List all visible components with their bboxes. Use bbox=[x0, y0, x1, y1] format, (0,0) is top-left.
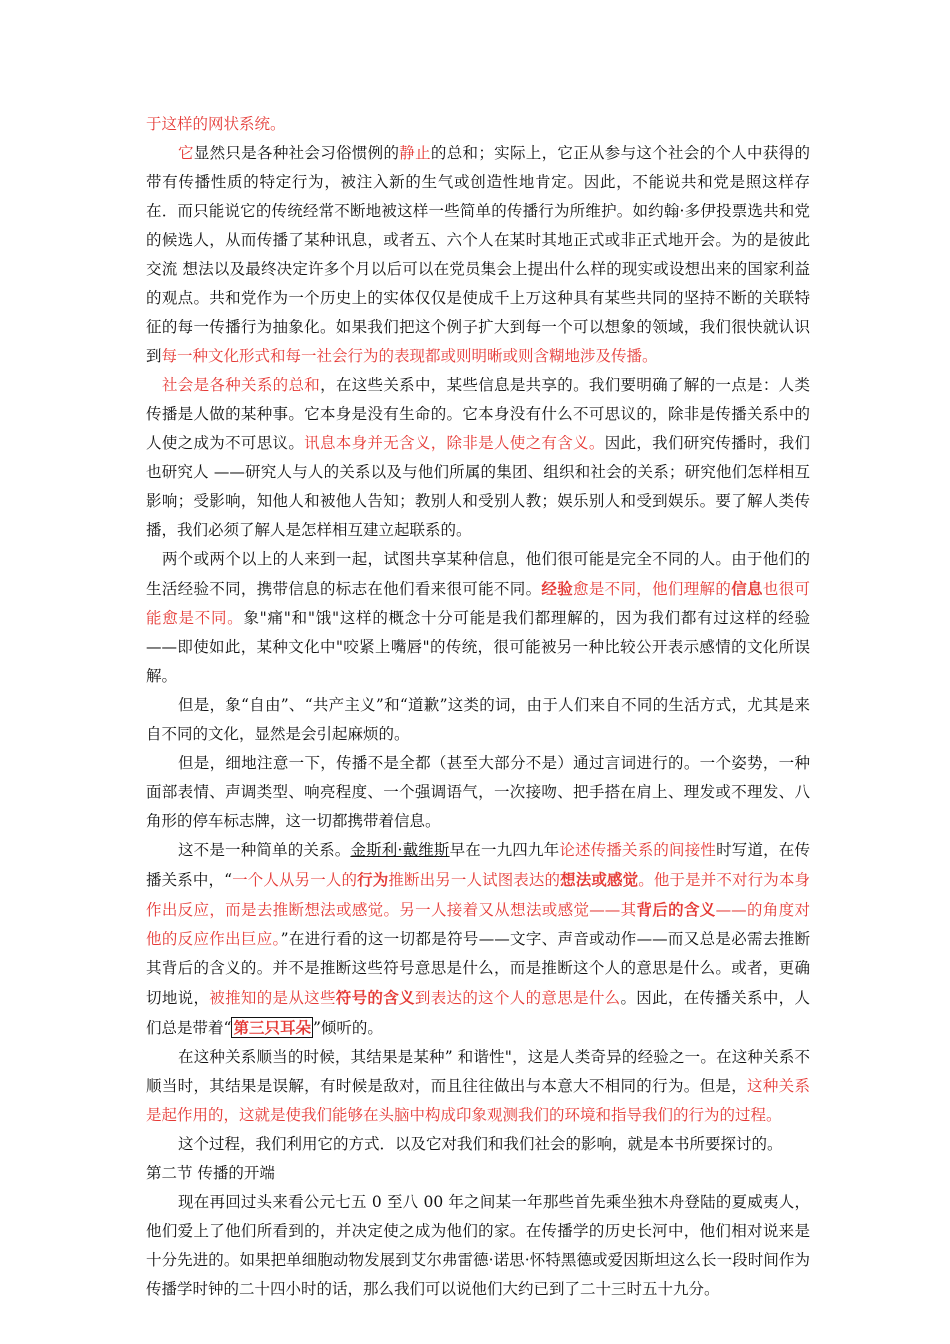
document-page bbox=[146, 110, 810, 1304]
highlight-text: 静止 bbox=[399, 144, 431, 162]
highlight-text: 。他于是并不对行为本身作出反应，而是去推断想法或感觉。另一人接着又从想法或感觉——其 bbox=[146, 871, 810, 919]
highlight-text: 这种关系是起作用的，这就是使我们能够在头脑中构成印象观测我们的环境和指导我们的行为的过程。 bbox=[146, 1077, 810, 1124]
body-text: 的总和；实际上，它正从参与这个社会的个人中获得的带有传播性质的特定行为，被注入新的生气或创造性地肯定。因此，不能说共和党是照这样存在．而只能说它的传统经常不断地被这样一些简单的传播行为所维护。如约翰·多伊投票选共和党的候选人，从而传播了某种讯息，或者五、六个人在某时其地正式或非正式地开会。为的是彼此交流 想法以及最终决定许多个月以后可以在党员集会上提出什么样的现实或设想出来的国家利益的观点。共和党作为一个历史上的实体仅仅是使成千上万这种具有某些共同的坚持不断的关联特征的每一传播行为抽象化。如果我们把这个例子扩大到每一个可以想象的领域，我们很快就认识到 bbox=[146, 144, 810, 365]
highlight-text: 社会是各种关系的总和 bbox=[162, 376, 321, 394]
body-text: 这不是一种简单的关系。 bbox=[178, 841, 351, 859]
body-text: 。因此，在传播关系中，人们总是带着“ bbox=[146, 989, 810, 1037]
body-text: 但是，细地注意一下，传播不是全都（甚至大部分不是）通过言词进行的。一个姿势，一种面部表情、声调类型、响亮程度、一个强调语气，一次接吻、把手搭在肩上、理发或不理发、八角形的停车标志牌，这一切都携带着信息。 bbox=[146, 754, 810, 830]
highlight-text: 到表达的这个人的意思是什么 bbox=[414, 989, 621, 1007]
paragraph-nonverbal bbox=[146, 749, 810, 836]
bold-highlight-text: 信息 bbox=[731, 579, 763, 598]
highlight-text: 论述传播关系的间接性 bbox=[559, 841, 717, 859]
highlight-text: ——的角度对他的反应作出巨应。 bbox=[146, 901, 810, 948]
highlight-text: 也很可能愈是不同。 bbox=[146, 580, 810, 627]
underlined-name: 金斯利·戴维斯 bbox=[350, 841, 450, 859]
section-heading: 第二节 传播的开端 bbox=[146, 1164, 275, 1182]
body-text: 现在再回过头来看公元七五 0 至八 00 年之间某一年那些首先乘坐独木舟登陆的夏威夷人，他们爱上了他们所看到的，并决定使之成为他们的家。在传播学的历史长河中，他们相对说来是十分先进的。如果把单细胞动物发展到艾尔弗雷德·诺思·怀特黑德或爱因斯坦这么长一段时间作为传播学时钟的二十四小时的话，那么我们可以说他们大约已到了二十三时五十九分。 bbox=[146, 1193, 810, 1298]
bold-highlight-text: 想法或感觉 bbox=[560, 870, 639, 889]
paragraph-process bbox=[146, 1130, 810, 1159]
body-text: 两个或两个以上的人来到一起，试图共享某种信息，他们很可能是完全不同的人。由于他们的生活经验不同，携带信息的标志在他们看来很可能不同。 bbox=[146, 550, 810, 598]
bold-highlight-text: 背后的含义 bbox=[636, 900, 716, 919]
paragraph-words bbox=[146, 691, 810, 749]
boxed-highlight-text: 第三只耳朵 bbox=[233, 1018, 311, 1037]
highlight-text: 一个人从另一人的 bbox=[232, 871, 358, 889]
highlight-text: 被推知的是从这些 bbox=[209, 989, 336, 1007]
bold-highlight-text: 符号的含义 bbox=[335, 988, 415, 1007]
body-text: 时写道，在传播关系中，“ bbox=[146, 841, 810, 889]
body-text: 这个过程，我们利用它的方式．以及它对我们和我们社会的影响，就是本书所要探讨的。 bbox=[178, 1135, 783, 1153]
body-text: ”在进行看的这一切都是符号——文字、声音或动作——而又总是必需去推断其背后的含义的。并不是推断这些符号意思是什么，而是推断这个人的意思是什么。或者，更确切地说， bbox=[146, 930, 810, 1007]
highlight-text: 每一种文化形式和每一社会行为的表现都或则明晰或则含糊地涉及传播。 bbox=[161, 347, 658, 365]
highlight-text: 它 bbox=[178, 144, 194, 162]
bold-highlight-text: 行为 bbox=[357, 870, 389, 889]
paragraph-hawaiians bbox=[146, 1188, 810, 1304]
highlight-text: 于这样的网状系统。 bbox=[146, 115, 286, 133]
body-text: 在这种关系顺当的时候，其结果是某种” 和谐性"，这是人类奇异的经验之一。在这种关系不顺当时，其结果是误解，有时候是敌对，而且往往做出与本意大不相同的行为。但是， bbox=[146, 1048, 810, 1095]
body-text: 早在一九四九年 bbox=[449, 841, 560, 859]
paragraph-republican-party bbox=[146, 139, 810, 371]
highlight-text: 讯息本身并无含义，除非是人使之有含义。 bbox=[304, 434, 605, 452]
body-text: 因此，我们研究传播时，我们也研究人 ——研究人与人的关系以及与他们所属的集团、组织和社会的关系；研究他们怎样相互影响；受影响，知他人和被他人告知；教别人和受别人教；娱乐别人和受到娱乐。要了解人类传播，我们必须了解人是怎样相互建立起联系的。 bbox=[146, 434, 810, 539]
body-text: 象"痛"和"饿"这样的概念十分可能是我们都理解的，因为我们都有过这样的经验——即使如此，某种文化中"咬紧上嘴唇"的传统，很可能被另一种比较公开表示感情的文化所误解。 bbox=[146, 609, 810, 685]
paragraph-harmony bbox=[146, 1043, 810, 1130]
body-text: 但是，象“自由”、“共产主义”和“道歉”这类的词，由于人们来自不同的生活方式，尤其是来自不同的文化，显然是会引起麻烦的。 bbox=[146, 696, 810, 743]
paragraph-davis bbox=[146, 836, 810, 1043]
paragraph-society-relations bbox=[146, 371, 810, 545]
paragraph-continuation bbox=[146, 110, 810, 139]
body-text: 显然只是各种社会习俗惯例的 bbox=[193, 144, 400, 162]
body-text: ，在这些关系中，某些信息是共享的。我们要明确了解的一点是：人类传播是人做的某种事。它本身是没有生命的。它本身没有什么不可思议的，除非是传播关系中的人使之成为不可思议。 bbox=[146, 376, 810, 452]
paragraph-experience bbox=[146, 545, 810, 691]
highlight-text: 愈是不同，他们理解的 bbox=[573, 580, 732, 598]
body-text: ”倾听的。 bbox=[312, 1019, 383, 1037]
highlight-text: 推断出另一人试图表达的 bbox=[388, 871, 561, 889]
bold-highlight-text: 经验 bbox=[541, 579, 574, 598]
